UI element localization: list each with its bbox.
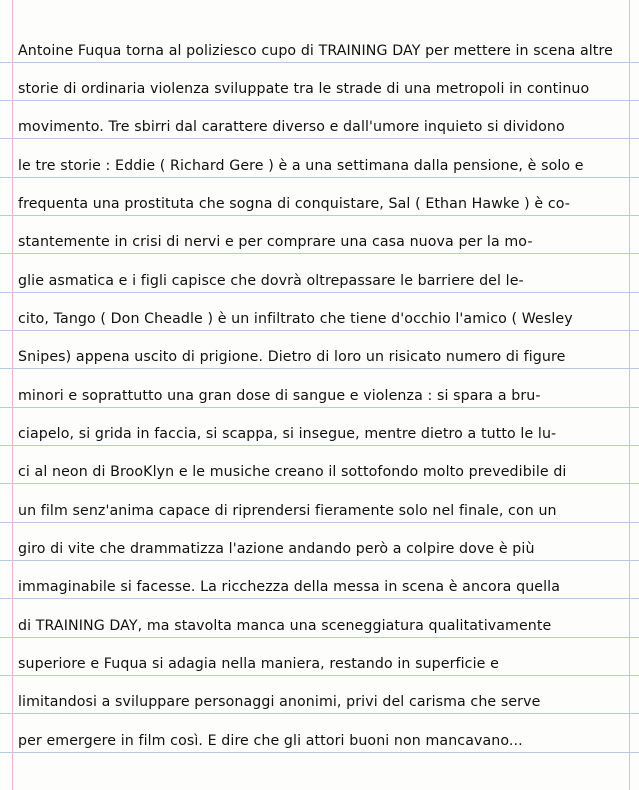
ruled-line [0, 407, 639, 408]
ruled-line [0, 330, 639, 331]
ruled-line [0, 637, 639, 638]
text-line: immaginabile si facesse. La ricchezza della messa in scena è ancora quella [18, 579, 560, 595]
text-line: ci al neon di BrooKlyn e le musiche creano il sottofondo molto prevedibile di [18, 464, 567, 480]
ruled-line [0, 368, 639, 369]
text-line: le tre storie : Eddie ( Richard Gere ) è a una settimana dalla pensione, è solo e [18, 158, 584, 174]
left-margin-line [12, 0, 13, 790]
text-line: Antoine Fuqua torna al poliziesco cupo di TRAINING DAY per mettere in scena altre [18, 43, 613, 59]
ruled-line [0, 100, 639, 101]
ruled-line [0, 215, 639, 216]
text-line: giro di vite che drammatizza l'azione andando però a colpire dove è più [18, 541, 535, 557]
ruled-line [0, 522, 639, 523]
ruled-line [0, 62, 639, 63]
text-line: ciapelo, si grida in faccia, si scappa, si insegue, mentre dietro a tutto le lu- [18, 426, 557, 442]
text-line: minori e soprattutto una gran dose di sangue e violenza : si spara a bru- [18, 388, 541, 404]
text-line: stantemente in crisi di nervi e per comprare una casa nuova per la mo- [18, 234, 533, 250]
text-line: limitandosi a sviluppare personaggi anonimi, privi del carisma che serve [18, 694, 541, 710]
text-line: frequenta una prostituta che sogna di conquistare, Sal ( Ethan Hawke ) è co- [18, 196, 571, 212]
ruled-line [0, 445, 639, 446]
ruled-line [0, 675, 639, 676]
ruled-line [0, 483, 639, 484]
ruled-line [0, 713, 639, 714]
text-line: glie asmatica e i figli capisce che dovrà oltrepassare le barriere del le- [18, 273, 524, 289]
text-line: superiore e Fuqua si adagia nella maniera, restando in superficie e [18, 656, 499, 672]
ruled-line [0, 177, 639, 178]
text-line: storie di ordinaria violenza sviluppate tra le strade di una metropoli in continuo [18, 81, 590, 97]
text-line: cito, Tango ( Don Cheadle ) è un infiltrato che tiene d'occhio l'amico ( Wesley [18, 311, 573, 327]
ruled-line [0, 560, 639, 561]
text-line: di TRAINING DAY, ma stavolta manca una sceneggiatura qualitativamente [18, 618, 552, 634]
text-line: Snipes) appena uscito di prigione. Dietro di loro un risicato numero di figure [18, 349, 566, 365]
ruled-line [0, 138, 639, 139]
ruled-line [0, 253, 639, 254]
ruled-line [0, 598, 639, 599]
ruled-line [0, 292, 639, 293]
text-line: un film senz'anima capace di riprendersi fieramente solo nel finale, con un [18, 503, 557, 519]
ruled-line [0, 752, 639, 753]
right-margin-line [629, 0, 630, 790]
text-line: per emergere in film così. E dire che gli attori buoni non mancavano... [18, 733, 523, 749]
text-line: movimento. Tre sbirri dal carattere diverso e dall'umore inquieto si dividono [18, 119, 565, 135]
